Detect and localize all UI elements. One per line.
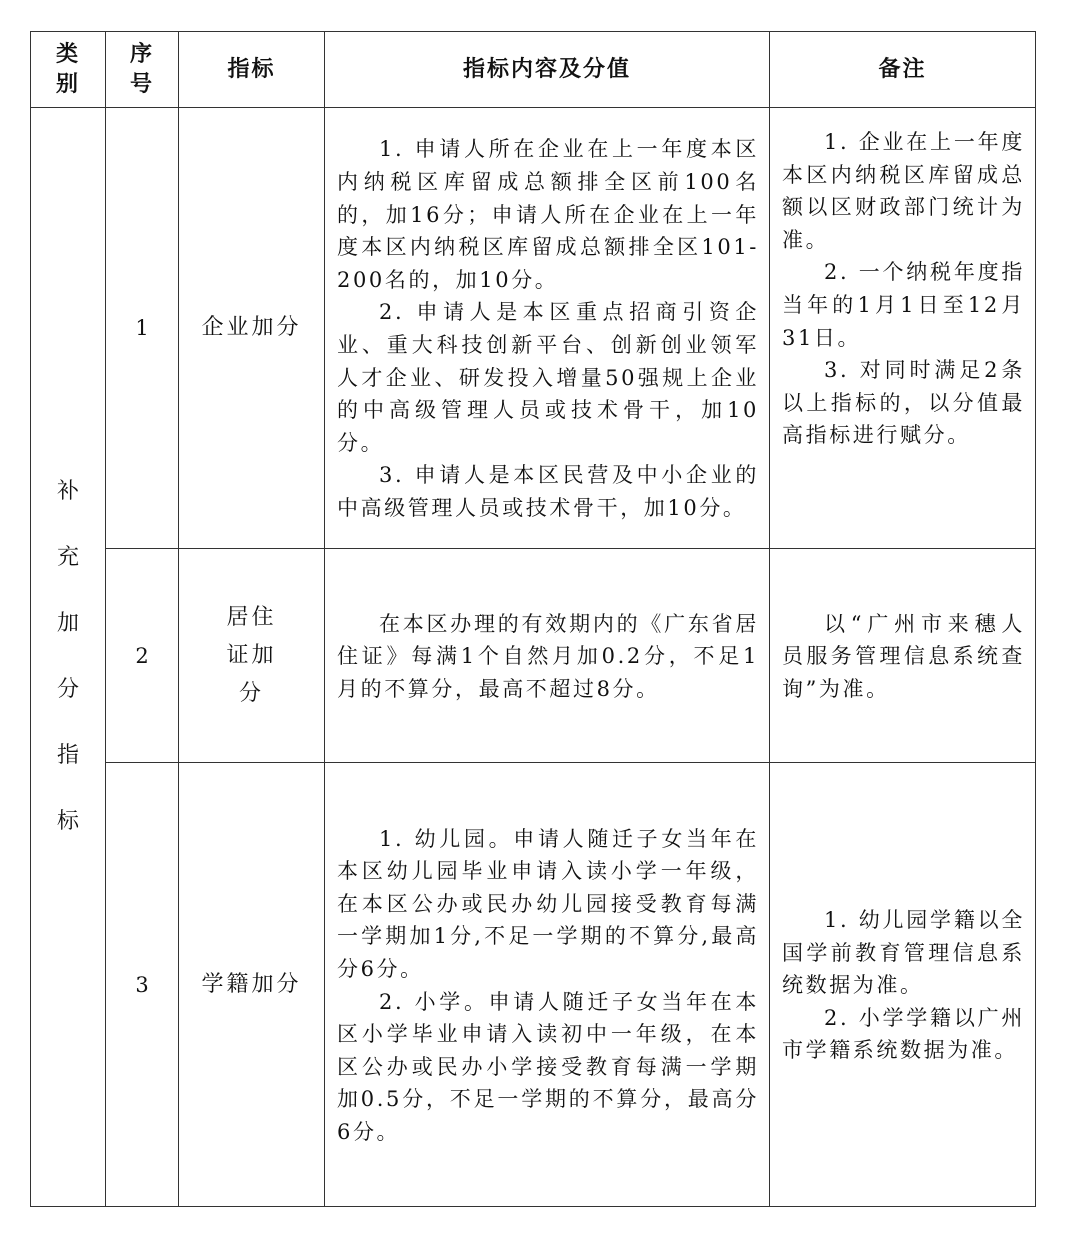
seq-cell: 2 bbox=[106, 549, 179, 763]
table-row bbox=[31, 763, 1036, 1207]
note-paragraph: 以“广州市来穗人员服务管理信息系统查询”为准。 bbox=[782, 611, 1025, 701]
indicator-table bbox=[30, 31, 1036, 1207]
content-cell bbox=[325, 763, 770, 1207]
content-paragraph: 1. 幼儿园。申请人随迁子女当年在本区幼儿园毕业申请入读小学一年级，在本区公办或民办幼儿园接受教育每满一学期加1分,不足一学期的不算分,最高分6分。 bbox=[337, 826, 759, 981]
note-paragraph: 3. 对同时满足2条以上指标的，以分值最高指标进行赋分。 bbox=[782, 358, 1025, 448]
header-indicator: 指标 bbox=[179, 32, 325, 108]
table-header-row bbox=[31, 32, 1036, 108]
content-paragraph: 2. 小学。申请人随迁子女当年在本区小学毕业申请入读初中一年级，在本区公办或民办小学接受教育每满一学期加0.5分，不足一学期的不算分，最高分6分。 bbox=[337, 989, 759, 1144]
content-cell bbox=[325, 108, 770, 549]
content-paragraph: 3. 申请人是本区民营及中小企业的中高级管理人员或技术骨干，加10分。 bbox=[337, 463, 759, 520]
note-paragraph: 2. 一个纳税年度指当年的1月1日至12月31日。 bbox=[782, 260, 1025, 350]
note-paragraph: 2. 小学学籍以广州市学籍系统数据为准。 bbox=[782, 1005, 1025, 1063]
seq-cell: 1 bbox=[106, 108, 179, 549]
header-category: 类别 bbox=[31, 32, 106, 108]
content-paragraph: 1. 申请人所在企业在上一年度本区内纳税区库留成总额排全区前100名的，加16分；申请人所在企业在上一年度本区内纳税区库留成总额排全区101-200名的，加10分。 bbox=[337, 137, 759, 292]
header-content: 指标内容及分值 bbox=[325, 32, 770, 108]
category-label: 补充加分指标 bbox=[56, 479, 79, 834]
note-cell bbox=[770, 763, 1036, 1207]
indicator-cell bbox=[179, 549, 325, 763]
table-row bbox=[31, 108, 1036, 549]
indicator-cell: 学籍加分 bbox=[179, 763, 325, 1207]
content-paragraph: 2. 申请人是本区重点招商引资企业、重大科技创新平台、创新创业领军人才企业、研发投入增量50强规上企业的中高级管理人员或技术骨干，加10分。 bbox=[337, 300, 759, 455]
content-paragraph: 在本区办理的有效期内的《广东省居住证》每满1个自然月加0.2分，不足1月的不算分，最高不超过8分。 bbox=[337, 611, 759, 701]
indicator-label: 居住证加分 bbox=[226, 604, 277, 706]
note-paragraph: 1. 企业在上一年度本区内纳税区库留成总额以区财政部门统计为准。 bbox=[782, 130, 1025, 252]
content-cell bbox=[325, 549, 770, 763]
note-paragraph: 1. 幼儿园学籍以全国学前教育管理信息系统数据为准。 bbox=[782, 908, 1025, 998]
note-cell bbox=[770, 549, 1036, 763]
category-cell bbox=[31, 108, 106, 1207]
header-note: 备注 bbox=[770, 32, 1036, 108]
note-cell bbox=[770, 108, 1036, 549]
seq-cell: 3 bbox=[106, 763, 179, 1207]
header-seq: 序号 bbox=[106, 32, 179, 108]
table-row bbox=[31, 549, 1036, 763]
indicator-cell: 企业加分 bbox=[179, 108, 325, 549]
